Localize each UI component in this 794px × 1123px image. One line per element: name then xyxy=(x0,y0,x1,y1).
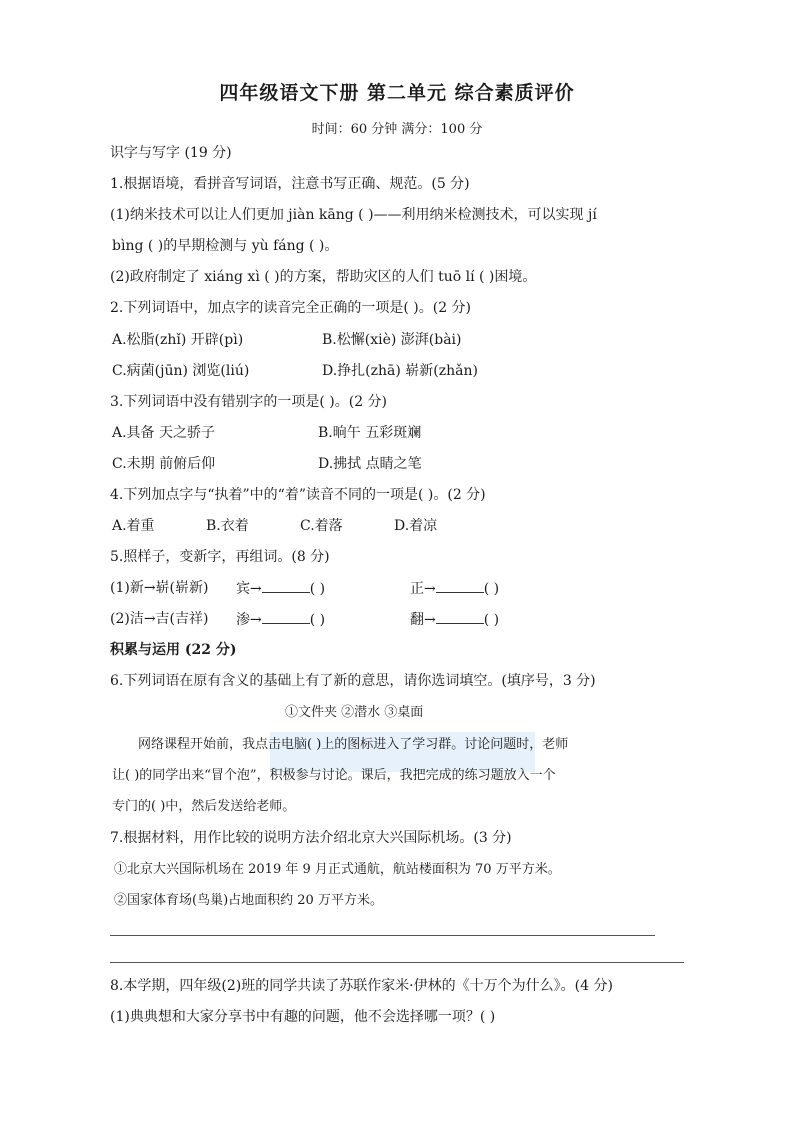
question-8-sub-1: (1)典典想和大家分享书中有趣的问题，他不会选择哪一项？( ) xyxy=(110,1009,496,1025)
exam-meta: 时间：60 分钟 满分：100 分 xyxy=(311,122,483,137)
section-heading-accumulation: 积累与运用 (22 分) xyxy=(110,642,237,658)
question-5-example-2: (2)洁→吉(吉祥) xyxy=(110,611,209,627)
question-4-option-a: A.着重 xyxy=(112,518,155,534)
question-4-option-b: B.衣着 xyxy=(206,518,249,534)
question-2-stem: 2.下列词语中，加点字的读音完全正确的一项是( )。(2 分) xyxy=(110,300,472,316)
question-3-option-b: B.晌午 五彩斑斓 xyxy=(318,425,422,441)
question-1-line-2: bìng ( )的早期检测与 yù fáng ( )。 xyxy=(112,238,339,254)
question-2-option-a: A.松脂(zhǐ) 开辟(pì) xyxy=(112,332,244,348)
question-7-stem: 7.根据材料，用作比较的说明方法介绍北京大兴国际机场。(3 分) xyxy=(110,830,512,846)
question-4-option-c: C.着落 xyxy=(300,518,343,534)
question-3-option-a: A.具备 天之骄子 xyxy=(112,425,216,441)
question-1-line-3: (2)政府制定了 xiáng xì ( )的方案，帮助灾区的人们 tuō lí ( )困境。 xyxy=(110,269,537,285)
answer-blank[interactable] xyxy=(262,578,310,593)
answer-line[interactable] xyxy=(110,935,655,936)
question-2-option-b: B.松懈(xiè) 澎湃(bài) xyxy=(322,332,462,348)
question-6-passage-line-2: 让( )的同学出来“冒个泡”，积极参与讨论。课后，我把完成的练习题放入一个 xyxy=(112,768,556,783)
question-6-stem: 6.下列词语在原有含义的基础上有了新的意思，请你选词填空。(填序号，3 分) xyxy=(110,673,596,689)
question-1-line-1: (1)纳米技术可以让人们更加 jiàn kāng ( )——利用纳米检测技术，可以实现 jí xyxy=(110,207,597,223)
question-3-stem: 3.下列词语中没有错别字的一项是( )。(2 分) xyxy=(110,394,388,410)
question-6-passage-line-3: 专门的( )中，然后发送给老师。 xyxy=(112,799,296,814)
question-5-item-2b: 渗→ ( ) xyxy=(236,609,325,630)
question-2-option-c: C.病菌(jūn) 浏览(liú) xyxy=(112,363,250,379)
section-heading-literacy: 识字与写字 (19 分) xyxy=(110,145,232,161)
question-3-option-c: C.未期 前俯后仰 xyxy=(112,456,216,472)
question-5-example-1: (1)新→崭(崭新) xyxy=(110,580,209,596)
question-4-stem: 4.下列加点字与“执着”中的“着”读音不同的一项是( )。(2 分) xyxy=(110,487,486,503)
question-2-option-d: D.挣扎(zhā) 崭新(zhǎn) xyxy=(322,363,478,379)
question-5-item-2c: 翻→ ( ) xyxy=(410,609,499,630)
question-5-item-1c: 正→ ( ) xyxy=(410,578,499,599)
question-7-material-2: ②国家体育场(鸟巢)占地面积约 20 万平方米。 xyxy=(114,893,383,908)
question-7-material-1: ①北京大兴国际机场在 2019 年 9 月正式通航，航站楼面积为 70 万平方米。 xyxy=(114,862,561,877)
answer-line[interactable] xyxy=(110,962,684,963)
question-6-options: ①文件夹 ②潜水 ③桌面 xyxy=(285,705,424,720)
answer-blank[interactable] xyxy=(436,609,484,624)
question-4-option-d: D.着凉 xyxy=(394,518,438,534)
question-1-stem: 1.根据语境，看拼音写词语，注意书写正确、规范。(5 分) xyxy=(110,176,470,192)
question-5-item-1b: 宾→ ( ) xyxy=(236,578,325,599)
question-6-passage-line-1: 网络课程开始前，我点击电脑( )上的图标进入了学习群。讨论问题时，老师 xyxy=(138,737,569,752)
question-8-stem: 8.本学期，四年级(2)班的同学共读了苏联作家米·伊林的《十万个为什么》。(4 分) xyxy=(110,978,613,994)
answer-blank[interactable] xyxy=(262,609,310,624)
question-5-stem: 5.照样子，变新字，再组词。(8 分) xyxy=(110,549,330,565)
answer-blank[interactable] xyxy=(436,578,484,593)
question-3-option-d: D.拂拭 点睛之笔 xyxy=(318,456,422,472)
page-title: 四年级语文下册 第二单元 综合素质评价 xyxy=(219,82,575,104)
